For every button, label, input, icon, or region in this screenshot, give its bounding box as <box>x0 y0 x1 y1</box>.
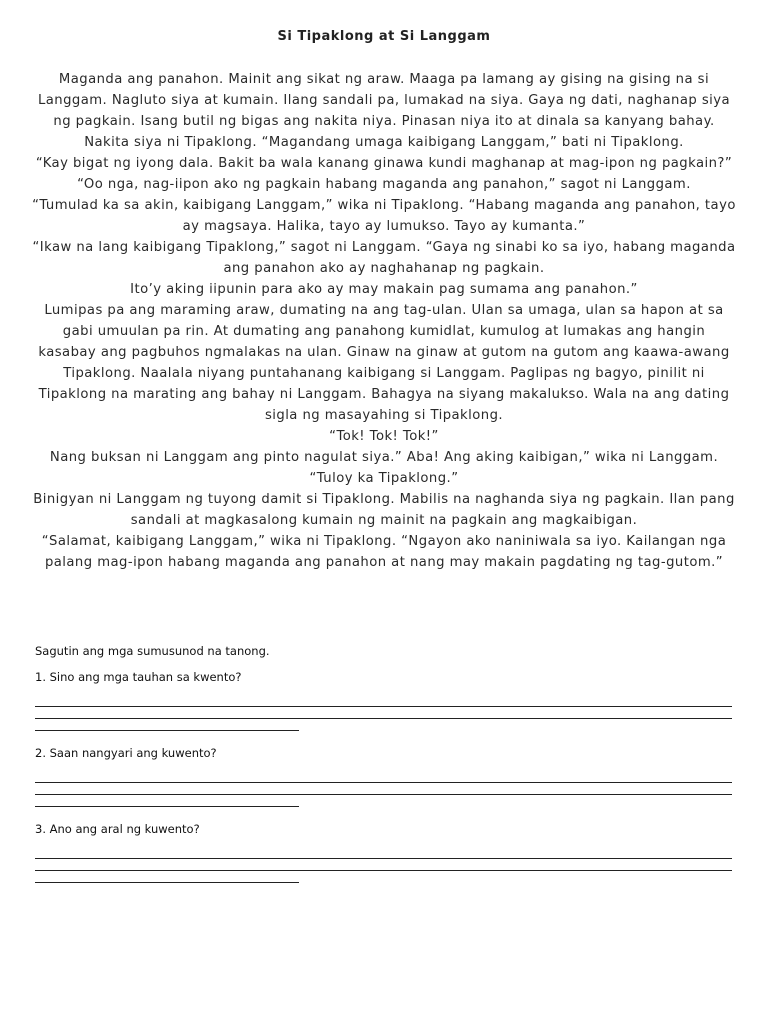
question-1: 1. Sino ang mga tauhan sa kwento? <box>35 670 242 684</box>
story-paragraph: “Tok! Tok! Tok!” <box>329 429 439 444</box>
story-paragraph: Nang buksan ni Langgam ang pinto nagulat siya.” Aba! Ang aking kaibigan,” wika ni Langgam. <box>49 450 719 465</box>
answer-line <box>35 707 732 719</box>
questions-section <box>35 643 735 897</box>
answer-line <box>35 771 732 783</box>
answer-line <box>35 847 732 859</box>
story-paragraph: Binigyan ni Langgam ng tuyong damit si Tipaklong. Mabilis na naghanda siya ng pagkain. Ilan pang sandali at magkasalong kumain ng mainit na pagkain ang magkaibigan. <box>33 492 735 528</box>
story-paragraph: “Salamat, kaibigang Langgam,” wika ni Tipaklong. “Ngayon ako naniniwala sa iyo. Kailangan nga palang mag-ipon habang maganda ang panahon at nang may makain pagdating ng tag-gutom.” <box>41 534 727 570</box>
story-paragraph: Ito’y aking iipunin para ako ay may makain pag sumama ang panahon.” <box>130 282 638 297</box>
story-paragraph: “Tumulad ka sa akin, kaibigang Langgam,” wika ni Tipaklong. “Habang maganda ang panahon, tayo ay magsaya. Halika, tayo ay lumukso. Tayo ay kumanta.” <box>32 198 736 234</box>
answer-line <box>35 783 732 795</box>
answer-line <box>35 695 732 707</box>
answer-lines-1 <box>35 695 735 731</box>
answer-lines-2 <box>35 771 735 807</box>
story-paragraph: “Tuloy ka Tipaklong.” <box>309 471 459 486</box>
story-paragraph: “Oo nga, nag-iipon ako ng pagkain habang maganda ang panahon,” sagot ni Langgam. <box>77 177 691 192</box>
answer-lines-3 <box>35 847 735 883</box>
answer-line <box>35 795 299 807</box>
story-body <box>32 69 736 573</box>
story-paragraph: “Ikaw na lang kaibigang Tipaklong,” sagot ni Langgam. “Gaya ng sinabi ko sa iyo, habang maganda ang panahon ako ay naghahanap ng pagkain. <box>32 240 736 276</box>
answer-line <box>35 871 299 883</box>
question-3: 3. Ano ang aral ng kuwento? <box>35 822 200 836</box>
story-paragraph: “Kay bigat ng iyong dala. Bakit ba wala kanang ginawa kundi maghanap at mag-ipon ng pagkain?” <box>35 156 733 171</box>
answer-line <box>35 859 732 871</box>
answer-line <box>35 719 299 731</box>
story-paragraph: Lumipas pa ang maraming araw, dumating na ang tag-ulan. Ulan sa umaga, ulan sa hapon at sa gabi umuulan pa rin. At dumating ang panahong kumidlat, kumulog at lumakas ang hangin kasabay ang pagbuhos ngmalakas na ulan. Ginaw na ginaw at gutom na gutom ang kaawa-awang Tipaklong. Naalala niyang puntahanang kaibigang si Langgam. Paglipas ng bagyo, pinilit ni Tipaklong na marating ang bahay ni Langgam. Bahagya na siyang makalukso. Wala na ang dating sigla ng masayahing si Tipaklong. <box>38 303 730 423</box>
instructions: Sagutin ang mga sumusunod na tanong. <box>35 644 270 658</box>
story-paragraph: Maganda ang panahon. Mainit ang sikat ng araw. Maaga pa lamang ay gising na gising na si Langgam. Nagluto siya at kumain. Ilang sandali pa, lumakad na siya. Gaya ng dati, naghanap siya ng pagkain. Isang butil ng bigas ang nakita niya. Pinasan niya ito at dinala sa kanyang bahay. Nakita siya ni Tipaklong. “Magandang umaga kaibigang Langgam,” bati ni Tipaklong. <box>37 72 731 150</box>
story-title: Si Tipaklong at Si Langgam <box>277 29 491 44</box>
question-2: 2. Saan nangyari ang kuwento? <box>35 746 217 760</box>
